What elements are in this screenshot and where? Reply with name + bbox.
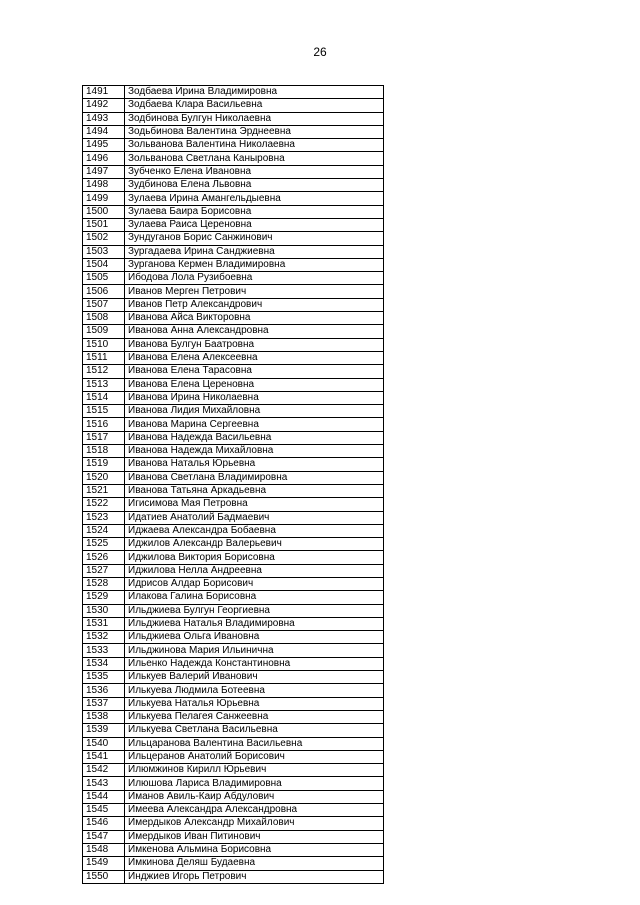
row-number: 1510: [83, 338, 125, 351]
table-row: [83, 152, 384, 165]
full-name: Зулаева Ирина Амангельдыевна: [125, 192, 384, 205]
row-number: 1548: [83, 843, 125, 856]
row-number: 1527: [83, 564, 125, 577]
row-number: 1514: [83, 391, 125, 404]
full-name: Зулаева Раиса Цереновна: [125, 218, 384, 231]
table-row: [83, 405, 384, 418]
table-row: [83, 538, 384, 551]
table-row: [83, 591, 384, 604]
row-number: 1491: [83, 86, 125, 99]
row-number: 1550: [83, 870, 125, 883]
table-row: [83, 724, 384, 737]
full-name: Ильджиева Булгун Георгиевна: [125, 604, 384, 617]
full-name: Ильджинова Мария Ильинична: [125, 644, 384, 657]
row-number: 1492: [83, 99, 125, 112]
table-row: [83, 817, 384, 830]
row-number: 1542: [83, 764, 125, 777]
table-row: [83, 298, 384, 311]
table-row: [83, 684, 384, 697]
full-name: Ильенко Надежда Константиновна: [125, 657, 384, 670]
row-number: 1541: [83, 750, 125, 763]
full-name: Илькуева Наталья Юрьевна: [125, 697, 384, 710]
full-name: Иванова Надежда Васильевна: [125, 431, 384, 444]
full-name: Иванова Светлана Владимировна: [125, 471, 384, 484]
row-number: 1529: [83, 591, 125, 604]
row-number: 1544: [83, 790, 125, 803]
row-number: 1530: [83, 604, 125, 617]
table-row: [83, 218, 384, 231]
full-name: Зудбинова Елена Львовна: [125, 179, 384, 192]
row-number: 1493: [83, 112, 125, 125]
row-number: 1504: [83, 258, 125, 271]
full-name: Инджиев Игорь Петрович: [125, 870, 384, 883]
table-row: [83, 125, 384, 138]
full-name: Ильцаранова Валентина Васильевна: [125, 737, 384, 750]
table-row: [83, 657, 384, 670]
table-row: [83, 577, 384, 590]
table-row: [83, 272, 384, 285]
row-number: 1536: [83, 684, 125, 697]
full-name: Иванова Татьяна Аркадьевна: [125, 484, 384, 497]
row-number: 1511: [83, 351, 125, 364]
row-number: 1528: [83, 577, 125, 590]
row-number: 1533: [83, 644, 125, 657]
table-row: [83, 418, 384, 431]
row-number: 1538: [83, 710, 125, 723]
full-name: Иванов Петр Александрович: [125, 298, 384, 311]
row-number: 1499: [83, 192, 125, 205]
full-name: Иванова Марина Сергеевна: [125, 418, 384, 431]
row-number: 1537: [83, 697, 125, 710]
full-name: Игисимова Мая Петровна: [125, 498, 384, 511]
full-name: Илькуев Валерий Иванович: [125, 671, 384, 684]
full-name: Илькуева Людмила Ботеевна: [125, 684, 384, 697]
full-name: Ильджиева Наталья Владимировна: [125, 617, 384, 630]
table-row: [83, 498, 384, 511]
row-number: 1539: [83, 724, 125, 737]
row-number: 1524: [83, 524, 125, 537]
row-number: 1497: [83, 165, 125, 178]
full-name: Илькуева Пелагея Санжеевна: [125, 710, 384, 723]
full-name: Зундуганов Борис Санжинович: [125, 232, 384, 245]
full-name: Зодбинова Булгун Николаевна: [125, 112, 384, 125]
full-name: Иванова Анна Александровна: [125, 325, 384, 338]
full-name: Имердыков Иван Питинович: [125, 830, 384, 843]
full-name: Иджаева Александра Бобаевна: [125, 524, 384, 537]
table-row: [83, 325, 384, 338]
full-name: Имкинова Деляш Будаевна: [125, 857, 384, 870]
table-row: [83, 285, 384, 298]
row-number: 1543: [83, 777, 125, 790]
row-number: 1521: [83, 484, 125, 497]
row-number: 1525: [83, 538, 125, 551]
table-row: [83, 378, 384, 391]
row-number: 1500: [83, 205, 125, 218]
table-row: [83, 551, 384, 564]
row-number: 1507: [83, 298, 125, 311]
row-number: 1498: [83, 179, 125, 192]
table-row: [83, 445, 384, 458]
row-number: 1513: [83, 378, 125, 391]
full-name: Иванова Булгун Баатровна: [125, 338, 384, 351]
table-row: [83, 697, 384, 710]
full-name: Илюшова Лариса Владимировна: [125, 777, 384, 790]
full-name: Имеева Александра Александровна: [125, 804, 384, 817]
row-number: 1518: [83, 445, 125, 458]
full-name: Иджилова Нелла Андреевна: [125, 564, 384, 577]
full-name: Иджилова Виктория Борисовна: [125, 551, 384, 564]
table-row: [83, 790, 384, 803]
row-number: 1547: [83, 830, 125, 843]
row-number: 1545: [83, 804, 125, 817]
row-number: 1496: [83, 152, 125, 165]
full-name: Иванова Елена Цереновна: [125, 378, 384, 391]
row-number: 1546: [83, 817, 125, 830]
table-row: [83, 631, 384, 644]
full-name: Зодбаева Ирина Владимировна: [125, 86, 384, 99]
full-name: Иванова Надежда Михайловна: [125, 445, 384, 458]
table-row: [83, 391, 384, 404]
table-row: [83, 830, 384, 843]
table-row: [83, 857, 384, 870]
roster-table-body: [83, 86, 384, 884]
full-name: Иванов Мерген Петрович: [125, 285, 384, 298]
table-row: [83, 644, 384, 657]
row-number: 1501: [83, 218, 125, 231]
row-number: 1534: [83, 657, 125, 670]
table-row: [83, 431, 384, 444]
page-number: 26: [313, 45, 327, 59]
full-name: Имкенова Альмина Борисовна: [125, 843, 384, 856]
table-row: [83, 710, 384, 723]
full-name: Ильцеранов Анатолий Борисович: [125, 750, 384, 763]
row-number: 1532: [83, 631, 125, 644]
table-row: [83, 843, 384, 856]
table-row: [83, 804, 384, 817]
table-row: [83, 617, 384, 630]
table-row: [83, 750, 384, 763]
row-number: 1502: [83, 232, 125, 245]
table-row: [83, 258, 384, 271]
full-name: Иванова Елена Тарасовна: [125, 365, 384, 378]
full-name: Зурганова Кермен Владимировна: [125, 258, 384, 271]
row-number: 1526: [83, 551, 125, 564]
table-row: [83, 99, 384, 112]
table-row: [83, 671, 384, 684]
row-number: 1540: [83, 737, 125, 750]
full-name: Илакова Галина Борисовна: [125, 591, 384, 604]
row-number: 1517: [83, 431, 125, 444]
full-name: Ибодова Лола Рузибоевна: [125, 272, 384, 285]
table-row: [83, 870, 384, 883]
full-name: Иванова Лидия Михайловна: [125, 405, 384, 418]
table-row: [83, 484, 384, 497]
row-number: 1508: [83, 312, 125, 325]
row-number: 1509: [83, 325, 125, 338]
row-number: 1523: [83, 511, 125, 524]
table-row: [83, 604, 384, 617]
table-row: [83, 524, 384, 537]
full-name: Идрисов Алдар Борисович: [125, 577, 384, 590]
row-number: 1512: [83, 365, 125, 378]
table-row: [83, 471, 384, 484]
table-row: [83, 232, 384, 245]
table-row: [83, 165, 384, 178]
full-name: Иманов Авиль-Каир Абдулович: [125, 790, 384, 803]
row-number: 1516: [83, 418, 125, 431]
full-name: Иванова Наталья Юрьевна: [125, 458, 384, 471]
row-number: 1495: [83, 139, 125, 152]
table-row: [83, 737, 384, 750]
row-number: 1520: [83, 471, 125, 484]
full-name: Зургадаева Ирина Санджиевна: [125, 245, 384, 258]
full-name: Иванова Елена Алексеевна: [125, 351, 384, 364]
row-number: 1505: [83, 272, 125, 285]
full-name: Илькуева Светлана Васильевна: [125, 724, 384, 737]
roster-table: [82, 85, 384, 884]
full-name: Иванова Ирина Николаевна: [125, 391, 384, 404]
table-row: [83, 777, 384, 790]
row-number: 1515: [83, 405, 125, 418]
table-row: [83, 564, 384, 577]
table-row: [83, 511, 384, 524]
table-row: [83, 351, 384, 364]
full-name: Зодбаева Клара Васильевна: [125, 99, 384, 112]
table-row: [83, 179, 384, 192]
table-row: [83, 764, 384, 777]
table-row: [83, 192, 384, 205]
row-number: 1531: [83, 617, 125, 630]
full-name: Идатиев Анатолий Бадмаевич: [125, 511, 384, 524]
table-row: [83, 139, 384, 152]
table-row: [83, 338, 384, 351]
row-number: 1549: [83, 857, 125, 870]
row-number: 1503: [83, 245, 125, 258]
full-name: Иджилов Александр Валерьевич: [125, 538, 384, 551]
full-name: Имердыков Александр Михайлович: [125, 817, 384, 830]
full-name: Иванова Айса Викторовна: [125, 312, 384, 325]
table-row: [83, 112, 384, 125]
row-number: 1506: [83, 285, 125, 298]
row-number: 1494: [83, 125, 125, 138]
table-row: [83, 245, 384, 258]
table-row: [83, 312, 384, 325]
table-row: [83, 86, 384, 99]
full-name: Зодьбинова Валентина Эрднеевна: [125, 125, 384, 138]
row-number: 1519: [83, 458, 125, 471]
table-row: [83, 365, 384, 378]
full-name: Зулаева Баира Борисовна: [125, 205, 384, 218]
table-row: [83, 458, 384, 471]
full-name: Илюмжинов Кирилл Юрьевич: [125, 764, 384, 777]
row-number: 1535: [83, 671, 125, 684]
row-number: 1522: [83, 498, 125, 511]
full-name: Зольванова Светлана Каныровна: [125, 152, 384, 165]
full-name: Зубченко Елена Ивановна: [125, 165, 384, 178]
table-row: [83, 205, 384, 218]
full-name: Зольванова Валентина Николаевна: [125, 139, 384, 152]
full-name: Ильджиева Ольга Ивановна: [125, 631, 384, 644]
